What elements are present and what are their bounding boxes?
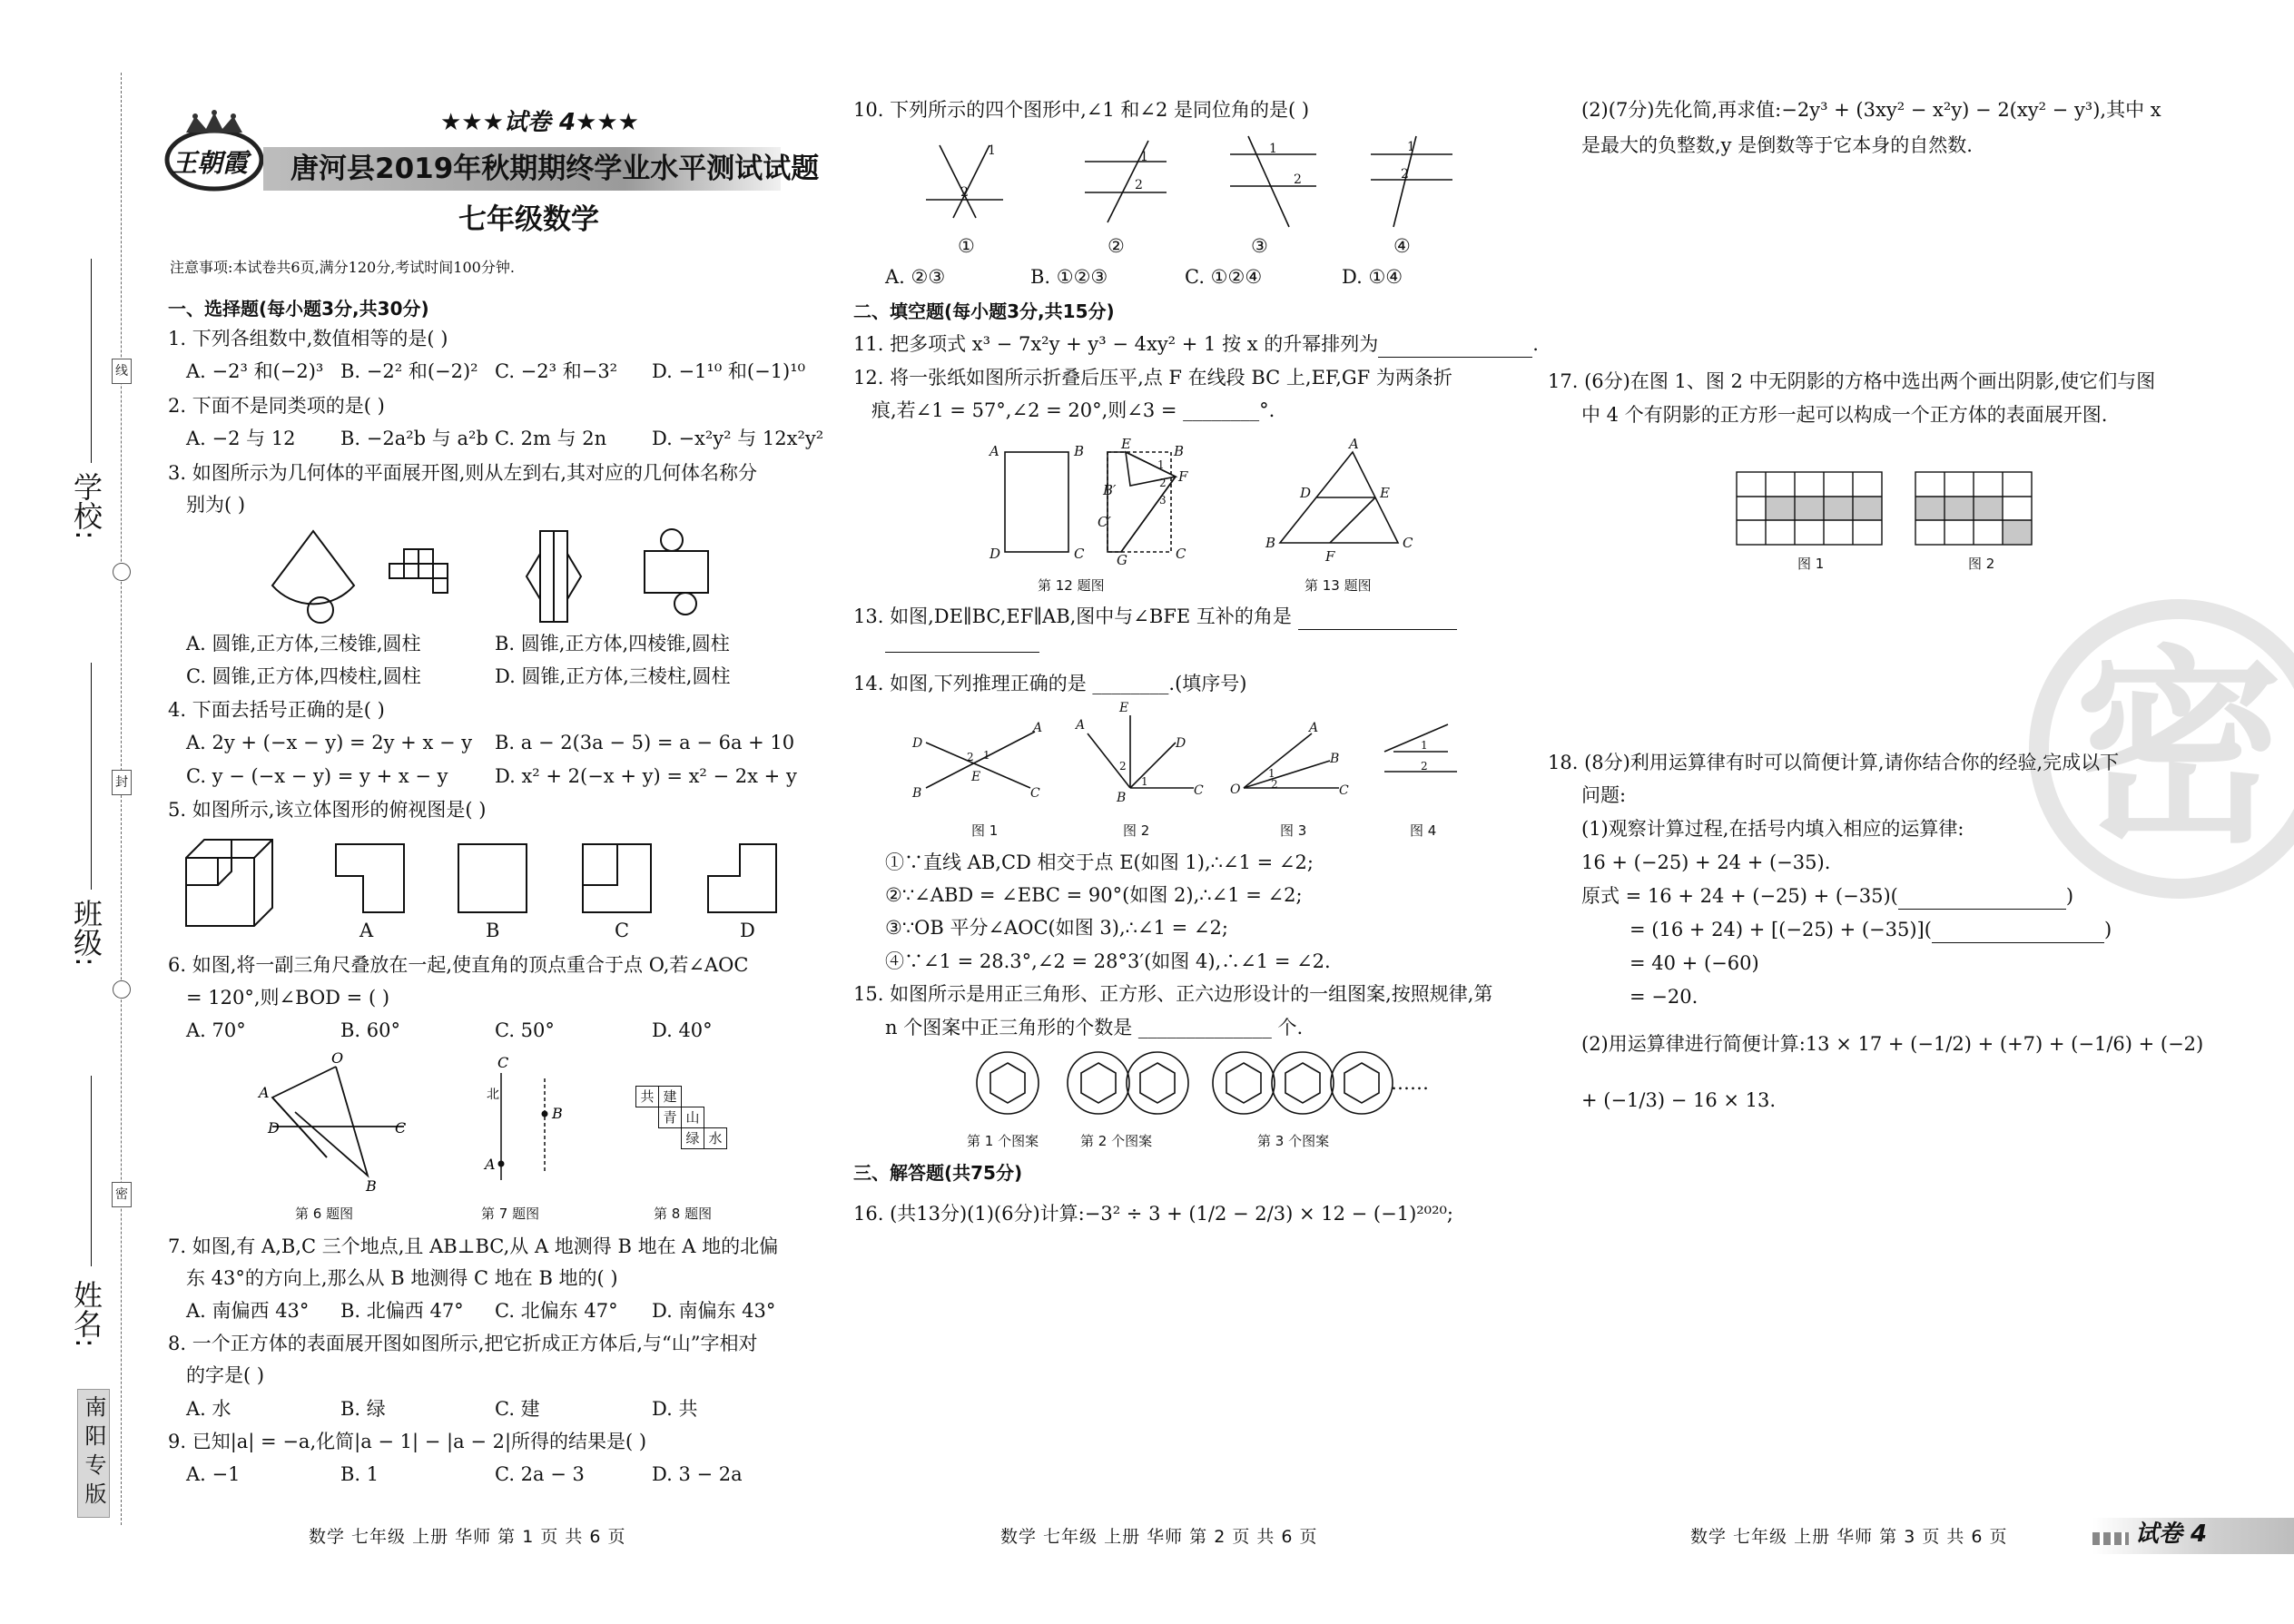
q1-option-a[interactable]: A. −2³ 和(−2)³ bbox=[186, 360, 324, 382]
q3-figures bbox=[259, 531, 803, 631]
q7-stem: 7. 如图,有 A,B,C 三个地点,且 AB⊥BC,从 A 地测得 B 地在 A 地的北偏 bbox=[168, 1235, 779, 1257]
q13-answer-blank-2[interactable] bbox=[885, 652, 1039, 653]
svg-text:C′: C′ bbox=[1098, 514, 1111, 530]
svg-text:E: E bbox=[1380, 485, 1390, 501]
q18-part1: (1)观察计算过程,在括号内填入相应的运算律: bbox=[1581, 818, 1964, 840]
svg-text:1: 1 bbox=[1421, 739, 1428, 752]
q11-answer-blank[interactable] bbox=[1378, 337, 1532, 358]
svg-text:1: 1 bbox=[988, 143, 996, 158]
q18-text: 18. (8分)利用运算律有时可以简便计算,请你结合你的经验,完成以下 bbox=[1548, 752, 2120, 773]
q16-part2: (2)(7分)先化简,再求值:−2y³ + (3xy² − x²y) − 2(xy² − y³),其中 x bbox=[1581, 99, 2161, 121]
q10-option-d[interactable]: D. ①④ bbox=[1342, 266, 1403, 288]
svg-text:D: D bbox=[989, 546, 1001, 562]
solid-figure bbox=[186, 840, 272, 926]
school-field[interactable] bbox=[91, 259, 92, 463]
q17-grid-fig2[interactable] bbox=[1915, 472, 2032, 545]
svg-text:2: 2 bbox=[1159, 477, 1167, 489]
class-field[interactable] bbox=[91, 663, 92, 890]
q17-grid-fig1[interactable] bbox=[1737, 472, 1882, 545]
svg-text:C: C bbox=[1403, 535, 1413, 551]
q14-item-1: ①∵直线 AB,CD 相交于点 E(如图 1),∴∠1 = ∠2; bbox=[885, 851, 1314, 873]
net-cell: 山 bbox=[681, 1107, 704, 1128]
edition-badge: 南阳专版 bbox=[77, 1389, 110, 1518]
q18-part2-b: + (−1/3) − 16 × 13. bbox=[1581, 1089, 1777, 1111]
svg-text:E: E bbox=[1119, 701, 1129, 715]
q1-stem: 1. 下列各组数中,数值相等的是( ) bbox=[168, 328, 448, 349]
exam-badge: ★★★试卷 4★★★ bbox=[440, 109, 639, 136]
q4-option-d[interactable]: D. x² + 2(−x + y) = x² − 2x + y bbox=[495, 765, 797, 787]
q3-stem: 3. 如图所示为几何体的平面展开图,则从左到右,其对应的几何体名称分 bbox=[168, 462, 758, 484]
q18-line-5: = −20. bbox=[1629, 986, 1698, 1008]
svg-text:1: 1 bbox=[983, 749, 990, 762]
q9-option-c[interactable]: C. 2a − 3 bbox=[495, 1463, 585, 1485]
binding-hole-2 bbox=[113, 980, 131, 999]
q17-text: 17. (6分)在图 1、图 2 中无阴影的方格中选出两个画出阴影,使它们与图 bbox=[1548, 370, 2156, 392]
svg-text:A: A bbox=[1076, 718, 1086, 733]
q16-text: 16. (共13分)(1)(6分)计算:−3² ÷ 3 + (1/2 − 2/3) × 12 − (−1)²⁰²⁰; bbox=[853, 1203, 1454, 1225]
q18-line-3: = (16 + 24) + [(−25) + (−35)]( ) bbox=[1629, 916, 2112, 943]
q10-fig-label-3: ③ bbox=[1251, 235, 1268, 257]
svg-text:E: E bbox=[1121, 436, 1131, 452]
q3-option-b[interactable]: B. 圆锥,正方体,四棱锥,圆柱 bbox=[495, 633, 730, 655]
q15-ellipsis: …… bbox=[1391, 1072, 1429, 1094]
q15-text-2: n 个图案中正三角形的个数是 ______________ 个. bbox=[885, 1017, 1304, 1038]
exam-title: 唐河县2019年秋期期终学业水平测试试题 bbox=[290, 153, 820, 185]
q14-item-4: ④∵∠1 = 28.3°,∠2 = 28°3′(如图 4),∴∠1 = ∠2. bbox=[885, 950, 1331, 972]
section2-title: 二、填空题(每小题3分,共15分) bbox=[853, 300, 1115, 322]
q17-text-2: 中 4 个有阴影的正方形一起可以构成一个正方体的表面展开图. bbox=[1581, 404, 2108, 426]
svg-text:A: A bbox=[989, 443, 999, 459]
fig6-diagram bbox=[259, 1049, 413, 1195]
q13-text: 13. 如图,DE∥BC,EF∥AB,图中与∠BFE 互补的角是 bbox=[853, 603, 1457, 630]
q14-item-3: ③∵OB 平分∠AOC(如图 3),∴∠1 = ∠2; bbox=[885, 917, 1228, 939]
q5-stem: 5. 如图所示,该立体图形的俯视图是( ) bbox=[168, 799, 487, 821]
q12-text-2: 痕,若∠1 = 57°,∠2 = 20°,则∠3 = ________°. bbox=[871, 399, 1275, 421]
corner-badge-squares bbox=[2092, 1532, 2129, 1545]
net-cell: 共 bbox=[635, 1086, 659, 1107]
q15-caption-1: 第 1 个图案 bbox=[967, 1133, 1039, 1149]
seal-box-1: 线 bbox=[112, 359, 132, 384]
notice: 注意事项:本试卷共6页,满分120分,考试时间100分钟. bbox=[170, 259, 515, 276]
svg-text:B: B bbox=[1174, 443, 1185, 459]
section3-title: 三、解答题(共75分) bbox=[853, 1162, 1023, 1184]
q8-stem: 8. 一个正方体的表面展开图如图所示,把它折成正方体后,与“山”字相对 bbox=[168, 1333, 758, 1354]
q3-option-d[interactable]: D. 圆锥,正方体,三棱柱,圆柱 bbox=[495, 665, 731, 687]
binding-strip bbox=[0, 0, 145, 1624]
q14-fig2-caption: 图 2 bbox=[1123, 822, 1150, 839]
q6-option-c[interactable]: C. 50° bbox=[495, 1019, 555, 1041]
q5-label-a: A bbox=[359, 920, 374, 941]
q10-fig-label-2: ② bbox=[1108, 235, 1125, 257]
q13-answer-blank[interactable] bbox=[1298, 609, 1457, 630]
q6-option-d[interactable]: D. 40° bbox=[652, 1019, 713, 1041]
fig7-caption: 第 7 题图 bbox=[481, 1206, 540, 1222]
q15-text: 15. 如图所示是用正三角形、正方形、正六边形设计的一组图案,按照规律,第 bbox=[853, 983, 1493, 1005]
q7-option-a[interactable]: A. 南偏西 43° bbox=[186, 1300, 310, 1322]
q8-option-c[interactable]: C. 建 bbox=[495, 1398, 540, 1420]
fig12-caption: 第 12 题图 bbox=[1038, 577, 1105, 594]
q4-option-c[interactable]: C. y − (−x − y) = y + x − y bbox=[186, 765, 448, 787]
svg-text:B′: B′ bbox=[1103, 482, 1117, 498]
footer-page-2: 数学 七年级 上册 华师 第 2 页 共 6 页 bbox=[1000, 1527, 1318, 1547]
fig6-caption: 第 6 题图 bbox=[295, 1206, 354, 1222]
svg-text:2: 2 bbox=[967, 751, 974, 763]
fig6-label-a: A bbox=[259, 1084, 270, 1101]
q4-option-a[interactable]: A. 2y + (−x − y) = 2y + x − y bbox=[186, 732, 473, 753]
option-d-figure[interactable] bbox=[708, 844, 776, 912]
q2-option-a[interactable]: A. −2 与 12 bbox=[186, 428, 296, 449]
svg-text:O: O bbox=[1230, 782, 1241, 797]
logo-text: 王朝霞 bbox=[172, 148, 249, 178]
q10-option-c[interactable]: C. ①②④ bbox=[1185, 266, 1263, 288]
net-cell: 建 bbox=[658, 1086, 682, 1107]
fig6-label-d: D bbox=[268, 1119, 280, 1137]
svg-text:F: F bbox=[1325, 548, 1335, 565]
svg-text:D: D bbox=[1300, 485, 1312, 501]
fig7-diagram bbox=[481, 1053, 563, 1189]
fig13-diagram bbox=[1262, 436, 1425, 565]
q1-option-c[interactable]: C. −2³ 和−3² bbox=[495, 360, 618, 382]
fig7-label-b: B bbox=[552, 1105, 563, 1122]
option-c-figure[interactable] bbox=[583, 844, 651, 912]
fig7-label-a: A bbox=[485, 1156, 496, 1173]
q8-option-a[interactable]: A. 水 bbox=[186, 1398, 231, 1420]
svg-text:D: D bbox=[1176, 736, 1186, 751]
q18-law-blank-1[interactable] bbox=[1898, 889, 2066, 910]
name-field[interactable] bbox=[91, 1076, 92, 1266]
q10-fig-label-1: ① bbox=[958, 235, 975, 257]
footer-page-1: 数学 七年级 上册 华师 第 1 页 共 6 页 bbox=[309, 1527, 626, 1547]
q2-option-b[interactable]: B. −2a²b 与 a²b bbox=[340, 428, 488, 449]
q3-option-c[interactable]: C. 圆锥,正方体,四棱柱,圆柱 bbox=[186, 665, 421, 687]
q7-option-b[interactable]: B. 北偏西 47° bbox=[340, 1300, 464, 1322]
q17-caption-1: 图 1 bbox=[1797, 556, 1825, 572]
fig12-diagram bbox=[985, 436, 1194, 568]
fig6-label-b: B bbox=[366, 1177, 377, 1195]
q14-item-2: ②∵∠ABD = ∠EBC = 90°(如图 2),∴∠1 = ∠2; bbox=[885, 884, 1303, 906]
q1-option-b[interactable]: B. −2² 和(−2)² bbox=[340, 360, 478, 382]
svg-text:C: C bbox=[1176, 546, 1186, 562]
q15-caption-3: 第 3 个图案 bbox=[1257, 1133, 1330, 1149]
q12-text: 12. 将一张纸如图所示折叠后压平,点 F 在线段 BC 上,EF,GF 为两条折 bbox=[853, 367, 1452, 389]
name-label: 姓名: bbox=[69, 1280, 103, 1348]
net-cell: 青 bbox=[658, 1107, 682, 1128]
svg-text:2: 2 bbox=[1271, 778, 1278, 791]
q8-option-d[interactable]: D. 共 bbox=[652, 1398, 698, 1420]
svg-text:B: B bbox=[1074, 443, 1085, 459]
svg-text:B: B bbox=[1117, 791, 1127, 805]
q2-option-c[interactable]: C. 2m 与 2n bbox=[495, 428, 607, 449]
q5-label-b: B bbox=[486, 920, 500, 941]
svg-text:2: 2 bbox=[1119, 760, 1127, 773]
q10-fig-label-4: ④ bbox=[1393, 235, 1411, 257]
svg-text:C: C bbox=[1074, 546, 1085, 562]
footer-page-3: 数学 七年级 上册 华师 第 3 页 共 6 页 bbox=[1690, 1527, 2008, 1547]
q5-label-c: C bbox=[615, 920, 630, 941]
q4-option-b[interactable]: B. a − 2(3a − 5) = a − 6a + 10 bbox=[495, 732, 795, 753]
q2-stem: 2. 下面不是同类项的是( ) bbox=[168, 395, 385, 417]
svg-text:C: C bbox=[1194, 783, 1204, 798]
q3-option-a[interactable]: A. 圆锥,正方体,三棱锥,圆柱 bbox=[186, 633, 421, 655]
q18-law-blank-2[interactable] bbox=[1932, 922, 2104, 943]
watermark-seal: 密 bbox=[2029, 599, 2294, 899]
svg-text:A: A bbox=[1349, 436, 1359, 452]
q2-option-d[interactable]: D. −x²y² 与 12x²y² bbox=[652, 428, 824, 449]
svg-text:1: 1 bbox=[1269, 142, 1277, 156]
q17-caption-2: 图 2 bbox=[1968, 556, 1995, 572]
q18-part2: (2)用运算律进行简便计算:13 × 17 + (−1/2) + (+7) + (−1/6) + (−2) bbox=[1581, 1033, 2204, 1055]
q14-figures bbox=[912, 701, 1493, 806]
fig13-caption: 第 13 题图 bbox=[1305, 577, 1372, 594]
q10-figures bbox=[926, 136, 1543, 236]
cube-net-figure bbox=[389, 549, 448, 593]
cone-net bbox=[272, 531, 354, 623]
binding-line bbox=[121, 73, 122, 1525]
q10-stem: 10. 下列所示的四个图形中,∠1 和∠2 是同位角的是( ) bbox=[853, 99, 1310, 121]
svg-text:D: D bbox=[912, 736, 923, 751]
svg-text:2: 2 bbox=[960, 185, 969, 200]
section1-title: 一、选择题(每小题3分,共30分) bbox=[168, 298, 429, 320]
q5-label-d: D bbox=[740, 920, 755, 941]
q14-fig3-caption: 图 3 bbox=[1280, 822, 1307, 839]
svg-text:E: E bbox=[971, 770, 981, 784]
q4-stem: 4. 下面去括号正确的是( ) bbox=[168, 699, 385, 721]
q14-text: 14. 如图,下列推理正确的是 ________.(填序号) bbox=[853, 673, 1247, 694]
seal-box-3: 密 bbox=[112, 1182, 132, 1207]
binding-hole-1 bbox=[113, 563, 131, 581]
svg-text:1: 1 bbox=[1157, 458, 1165, 471]
fig6-label-c: C bbox=[395, 1119, 407, 1137]
svg-text:2: 2 bbox=[1401, 167, 1409, 182]
q18-text-2: 问题: bbox=[1581, 784, 1627, 806]
svg-text:B: B bbox=[1330, 752, 1340, 766]
q6-stem: 6. 如图,将一副三角尺叠放在一起,使直角的顶点重合于点 O,若∠AOC bbox=[168, 954, 749, 976]
q18-line-1: 16 + (−25) + 24 + (−35). bbox=[1581, 851, 1831, 873]
svg-text:2: 2 bbox=[1294, 172, 1302, 187]
q9-option-b[interactable]: B. 1 bbox=[340, 1463, 379, 1485]
svg-text:1: 1 bbox=[1140, 150, 1148, 164]
svg-text:F: F bbox=[1178, 468, 1188, 485]
svg-text:1: 1 bbox=[1268, 767, 1275, 780]
svg-text:3: 3 bbox=[1159, 494, 1167, 507]
fig8-cube-net bbox=[635, 1086, 735, 1158]
cylinder-net bbox=[645, 529, 708, 615]
option-a-figure[interactable] bbox=[336, 844, 404, 912]
subject-title: 七年级数学 bbox=[458, 203, 599, 236]
fig8-caption: 第 8 题图 bbox=[654, 1206, 713, 1222]
svg-text:1: 1 bbox=[1407, 140, 1415, 154]
svg-text:2: 2 bbox=[1135, 178, 1143, 192]
svg-text:2: 2 bbox=[1421, 760, 1428, 773]
svg-text:A: A bbox=[1033, 721, 1043, 735]
q14-fig4-caption: 图 4 bbox=[1410, 822, 1437, 839]
school-label: 学校: bbox=[69, 472, 103, 540]
q7-option-d[interactable]: D. 南偏东 43° bbox=[652, 1300, 776, 1322]
q14-fig1-caption: 图 1 bbox=[971, 822, 999, 839]
class-label: 班级: bbox=[69, 899, 103, 967]
q18-line-4: = 40 + (−60) bbox=[1629, 952, 1759, 974]
q9-stem: 9. 已知|a| = −a,化简|a − 1| − |a − 2|所得的结果是( ) bbox=[168, 1431, 647, 1452]
q3-stem-2: 别为( ) bbox=[186, 494, 246, 516]
svg-text:1: 1 bbox=[1141, 775, 1148, 788]
fig7-label-c: C bbox=[497, 1054, 509, 1071]
q11-text: 11. 把多项式 x³ − 7x²y + y³ − 4xy² + 1 按 x 的升幂排列为 . bbox=[853, 330, 1539, 358]
svg-text:G: G bbox=[1117, 552, 1127, 568]
q1-option-d[interactable]: D. −1¹⁰ 和(−1)¹⁰ bbox=[652, 360, 806, 382]
q18-line-2: 原式 = 16 + 24 + (−25) + (−35)( ) bbox=[1581, 882, 2073, 910]
corner-badge: 试卷 4 bbox=[2135, 1521, 2208, 1548]
publisher-logo bbox=[159, 109, 270, 191]
q6-option-b[interactable]: B. 60° bbox=[340, 1019, 401, 1041]
q8-stem-2: 的字是( ) bbox=[186, 1364, 265, 1386]
q10-option-a[interactable]: A. ②③ bbox=[885, 266, 946, 288]
q6-stem-2: = 120°,则∠BOD = ( ) bbox=[186, 987, 390, 1009]
seal-box-2: 封 bbox=[112, 770, 132, 795]
q9-option-d[interactable]: D. 3 − 2a bbox=[652, 1463, 743, 1485]
svg-text:C: C bbox=[1030, 786, 1040, 801]
q7-option-c[interactable]: C. 北偏东 47° bbox=[495, 1300, 618, 1322]
svg-text:C: C bbox=[1339, 783, 1349, 798]
q16-part2-b: 是最大的负整数,y 是倒数等于它本身的自然数. bbox=[1581, 134, 1973, 156]
q6-option-a[interactable]: A. 70° bbox=[186, 1019, 246, 1041]
net-cell: 水 bbox=[704, 1127, 727, 1149]
prism-net bbox=[527, 531, 581, 622]
fig7-label-north: 北 bbox=[487, 1088, 499, 1102]
q15-caption-2: 第 2 个图案 bbox=[1080, 1133, 1153, 1149]
svg-text:B: B bbox=[912, 786, 922, 801]
q10-option-b[interactable]: B. ①②③ bbox=[1030, 266, 1108, 288]
q8-option-b[interactable]: B. 绿 bbox=[340, 1398, 386, 1420]
svg-text:B: B bbox=[1265, 535, 1276, 551]
q9-option-a[interactable]: A. −1 bbox=[186, 1463, 241, 1485]
svg-text:A: A bbox=[1309, 721, 1319, 735]
option-b-figure[interactable] bbox=[458, 844, 527, 912]
net-cell: 绿 bbox=[681, 1127, 704, 1149]
fig6-label-o: O bbox=[331, 1049, 344, 1067]
q7-stem-2: 东 43°的方向上,那么从 B 地测得 C 地在 B 地的( ) bbox=[186, 1267, 618, 1289]
